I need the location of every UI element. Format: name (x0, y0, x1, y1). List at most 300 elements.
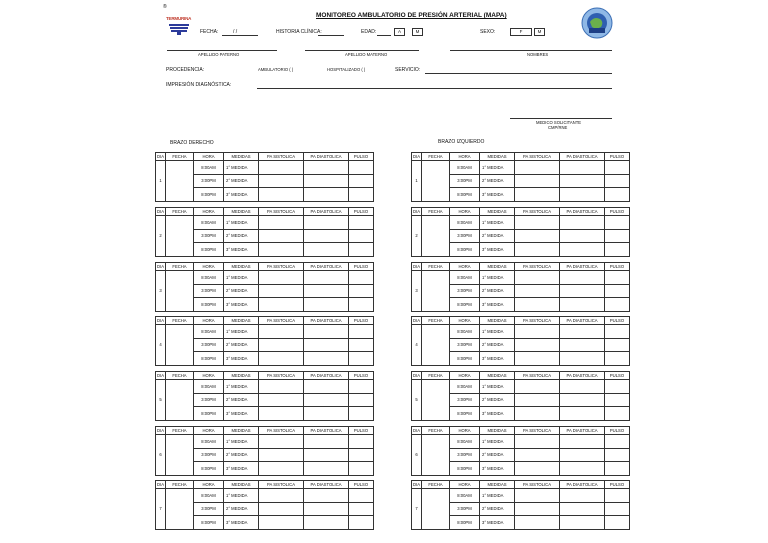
pulso-cell[interactable] (349, 516, 374, 530)
pulso-cell[interactable] (349, 489, 374, 503)
diastolica-cell[interactable] (304, 161, 349, 175)
pulso-cell[interactable] (349, 271, 374, 285)
medida-cell: 2° MEDIDA (480, 229, 515, 243)
pulso-cell[interactable] (605, 489, 630, 503)
sistolica-cell[interactable] (259, 380, 304, 394)
header-cell: PA DIASTOLICA (560, 263, 605, 271)
hora-cell: 8:00AM (194, 489, 224, 503)
medida-cell: 2° MEDIDA (224, 448, 259, 462)
table-izquierdo-day-4 (411, 316, 630, 366)
header-cell: PA DIASTOLICA (304, 481, 349, 489)
sistolica-cell[interactable] (515, 229, 560, 243)
pulso-cell[interactable] (349, 188, 374, 202)
diastolica-cell[interactable] (304, 271, 349, 285)
header-cell: FECHA (422, 481, 450, 489)
hora-cell: 3:00PM (450, 229, 480, 243)
pulso-cell[interactable] (349, 393, 374, 407)
sistolica-cell[interactable] (515, 243, 560, 257)
day-cell: 1 (156, 161, 166, 202)
pulso-cell[interactable] (349, 284, 374, 298)
fecha-value: / / (233, 29, 238, 35)
table-derecho-day-2 (155, 207, 374, 257)
diastolica-cell[interactable] (560, 174, 605, 188)
diastolica-cell[interactable] (304, 489, 349, 503)
sistolica-cell[interactable] (515, 338, 560, 352)
medida-cell: 2° MEDIDA (480, 338, 515, 352)
nombres-label: NOMBRES (527, 52, 549, 57)
header-cell: MEDIDAS (224, 317, 259, 325)
medida-cell: 1° MEDIDA (224, 161, 259, 175)
fecha-cell[interactable] (166, 271, 194, 312)
fecha-cell[interactable] (166, 489, 194, 530)
diastolica-cell[interactable] (560, 489, 605, 503)
diastolica-cell[interactable] (560, 188, 605, 202)
fecha-label: FECHA: (200, 29, 219, 35)
pulso-cell[interactable] (349, 243, 374, 257)
hora-cell: 8:00PM (194, 188, 224, 202)
diastolica-cell[interactable] (560, 161, 605, 175)
pulso-cell[interactable] (605, 393, 630, 407)
header-cell: FECHA (166, 208, 194, 216)
medida-cell: 1° MEDIDA (480, 325, 515, 339)
diastolica-cell[interactable] (304, 516, 349, 530)
table-derecho-day-7 (155, 480, 374, 530)
diastolica-cell[interactable] (304, 407, 349, 421)
sistolica-cell[interactable] (259, 229, 304, 243)
hora-cell: 8:00AM (450, 161, 480, 175)
hora-cell: 3:00PM (194, 393, 224, 407)
medida-cell: 1° MEDIDA (480, 380, 515, 394)
pulso-cell[interactable] (349, 325, 374, 339)
day-cell: 4 (412, 325, 422, 366)
pulso-cell[interactable] (349, 502, 374, 516)
diastolica-cell[interactable] (560, 516, 605, 530)
header-cell: HORA (450, 427, 480, 435)
edad-box-m[interactable]: M (412, 28, 423, 36)
header-cell: PULSO (349, 317, 374, 325)
header-cell: PULSO (349, 481, 374, 489)
pulso-cell[interactable] (349, 229, 374, 243)
medida-cell: 2° MEDIDA (224, 502, 259, 516)
medida-cell: 3° MEDIDA (480, 462, 515, 476)
medida-cell: 1° MEDIDA (480, 271, 515, 285)
hospital-logo (166, 10, 192, 36)
sistolica-cell[interactable] (515, 188, 560, 202)
header-cell: PA DIASTOLICA (560, 372, 605, 380)
header-cell: PULSO (349, 208, 374, 216)
diastolica-cell[interactable] (560, 284, 605, 298)
hora-cell: 3:00PM (194, 448, 224, 462)
header-cell: PULSO (605, 481, 630, 489)
diastolica-cell[interactable] (304, 243, 349, 257)
sistolica-cell[interactable] (259, 407, 304, 421)
hora-cell: 3:00PM (450, 393, 480, 407)
diastolica-cell[interactable] (304, 435, 349, 449)
header-cell: DIA (157, 264, 164, 269)
hora-cell: 8:00AM (194, 271, 224, 285)
medida-cell: 3° MEDIDA (480, 407, 515, 421)
pulso-cell[interactable] (605, 161, 630, 175)
hora-cell: 8:00AM (450, 489, 480, 503)
pulso-cell[interactable] (605, 271, 630, 285)
header-cell: DIA (413, 209, 420, 214)
header-cell: PULSO (605, 372, 630, 380)
day-cell: 1 (412, 161, 422, 202)
diastolica-cell[interactable] (560, 271, 605, 285)
medida-cell: 2° MEDIDA (224, 393, 259, 407)
fecha-cell[interactable] (166, 325, 194, 366)
diastolica-cell[interactable] (304, 338, 349, 352)
medida-cell: 2° MEDIDA (480, 393, 515, 407)
hora-cell: 3:00PM (194, 174, 224, 188)
hora-cell: 3:00PM (450, 174, 480, 188)
sistolica-cell[interactable] (515, 271, 560, 285)
sistolica-cell[interactable] (259, 516, 304, 530)
header-cell: PA SISTOLICA (259, 317, 304, 325)
header-cell: PA DIASTOLICA (304, 427, 349, 435)
pulso-cell[interactable] (605, 380, 630, 394)
pulso-cell[interactable] (605, 229, 630, 243)
pulso-cell[interactable] (349, 298, 374, 312)
header-cell: HORA (194, 208, 224, 216)
diastolica-cell[interactable] (304, 325, 349, 339)
diastolica-cell[interactable] (304, 393, 349, 407)
pulso-cell[interactable] (349, 448, 374, 462)
diastolica-cell[interactable] (560, 325, 605, 339)
header-cell: PA DIASTOLICA (304, 263, 349, 271)
hora-cell: 8:00PM (450, 243, 480, 257)
fecha-cell[interactable] (422, 271, 450, 312)
header-cell: HORA (450, 317, 480, 325)
table-derecho-day-6 (155, 426, 374, 476)
fecha-cell[interactable] (422, 380, 450, 421)
pulso-cell[interactable] (349, 435, 374, 449)
diastolica-cell[interactable] (304, 352, 349, 366)
pulso-cell[interactable] (605, 188, 630, 202)
sistolica-cell[interactable] (515, 216, 560, 230)
header-cell: PA DIASTOLICA (560, 153, 605, 161)
fecha-cell[interactable] (422, 325, 450, 366)
hora-cell: 8:00PM (194, 462, 224, 476)
day-cell: 2 (156, 216, 166, 257)
historia-label: HISTORIA CLÍNICA: (276, 29, 322, 35)
pulso-cell[interactable] (605, 325, 630, 339)
header-cell: PULSO (605, 263, 630, 271)
header-cell: DIA (157, 154, 164, 159)
table-izquierdo-day-6 (411, 426, 630, 476)
fecha-cell[interactable] (166, 216, 194, 257)
sistolica-cell[interactable] (259, 393, 304, 407)
day-cell: 6 (156, 435, 166, 476)
diastolica-cell[interactable] (304, 188, 349, 202)
pulso-cell[interactable] (605, 462, 630, 476)
brazo-derecho-label: BRAZO DERECHO (170, 140, 214, 146)
day-cell: 7 (156, 489, 166, 530)
pulso-cell[interactable] (605, 284, 630, 298)
header-cell: PULSO (605, 427, 630, 435)
pulso-cell[interactable] (605, 448, 630, 462)
fecha-cell[interactable] (166, 161, 194, 202)
table-row (156, 216, 374, 230)
header-cell: MEDIDAS (480, 153, 515, 161)
diastolica-cell[interactable] (560, 380, 605, 394)
fecha-cell[interactable] (422, 216, 450, 257)
pulso-cell[interactable] (605, 216, 630, 230)
header-cell: FECHA (422, 427, 450, 435)
sistolica-cell[interactable] (259, 435, 304, 449)
medico-label: MEDICO SOLICITANTE (536, 120, 582, 125)
diastolica-cell[interactable] (560, 448, 605, 462)
hora-cell: 8:00AM (450, 380, 480, 394)
fecha-cell[interactable] (422, 489, 450, 530)
table-derecho-day-3 (155, 262, 374, 312)
sistolica-cell[interactable] (259, 352, 304, 366)
header-cell: FECHA (166, 372, 194, 380)
hora-cell: 8:00AM (194, 435, 224, 449)
table-row (412, 380, 630, 394)
medida-cell: 2° MEDIDA (224, 284, 259, 298)
header-cell: PA SISTOLICA (259, 427, 304, 435)
pulso-cell[interactable] (349, 380, 374, 394)
sistolica-cell[interactable] (515, 325, 560, 339)
pulso-cell[interactable] (349, 338, 374, 352)
header-cell: DIA (157, 482, 164, 487)
hora-cell: 8:00PM (450, 352, 480, 366)
servicio-line (425, 73, 612, 74)
diastolica-cell[interactable] (304, 284, 349, 298)
fecha-cell[interactable] (422, 435, 450, 476)
medida-cell: 1° MEDIDA (480, 489, 515, 503)
sistolica-cell[interactable] (259, 489, 304, 503)
header-cell: PA DIASTOLICA (304, 153, 349, 161)
header-cell: FECHA (166, 153, 194, 161)
header-cell: HORA (450, 372, 480, 380)
edad-box-a[interactable]: A (394, 28, 405, 36)
sistolica-cell[interactable] (259, 462, 304, 476)
diastolica-cell[interactable] (304, 229, 349, 243)
sistolica-cell[interactable] (515, 352, 560, 366)
diastolica-cell[interactable] (304, 298, 349, 312)
sistolica-cell[interactable] (515, 407, 560, 421)
pulso-cell[interactable] (349, 407, 374, 421)
diastolica-cell[interactable] (304, 448, 349, 462)
medida-cell: 3° MEDIDA (480, 352, 515, 366)
header-cell: PA DIASTOLICA (304, 372, 349, 380)
pulso-cell[interactable] (605, 407, 630, 421)
header-cell: PA SISTOLICA (259, 208, 304, 216)
pulso-cell[interactable] (605, 298, 630, 312)
sistolica-cell[interactable] (259, 216, 304, 230)
pulso-cell[interactable] (605, 435, 630, 449)
apellido-paterno-label: APELLIDO PATERNO (198, 52, 240, 57)
header-cell: HORA (194, 153, 224, 161)
pulso-cell[interactable] (349, 216, 374, 230)
medida-cell: 3° MEDIDA (224, 188, 259, 202)
day-cell: 5 (156, 380, 166, 421)
day-cell: 5 (412, 380, 422, 421)
diastolica-cell[interactable] (560, 352, 605, 366)
hora-cell: 8:00PM (194, 352, 224, 366)
diastolica-cell[interactable] (560, 216, 605, 230)
pulso-cell[interactable] (605, 174, 630, 188)
header-cell: HORA (194, 427, 224, 435)
hospitalizado-option[interactable]: HOSPITALIZADO ( ) (327, 67, 366, 72)
pulso-cell[interactable] (605, 516, 630, 530)
table-row (156, 489, 374, 503)
medida-cell: 1° MEDIDA (224, 435, 259, 449)
hora-cell: 3:00PM (194, 229, 224, 243)
header-cell: PA DIASTOLICA (304, 208, 349, 216)
sistolica-cell[interactable] (515, 462, 560, 476)
ambulatorio-option[interactable]: AMBULATORIO ( ) (258, 67, 294, 72)
day-cell: 3 (156, 271, 166, 312)
medida-cell: 3° MEDIDA (480, 298, 515, 312)
apellido-materno-label: APELLIDO MATERNO (345, 52, 388, 57)
sistolica-cell[interactable] (515, 489, 560, 503)
corner-mark: ® (163, 4, 167, 10)
header-cell: DIA (157, 428, 164, 433)
apellido-paterno-line (167, 50, 277, 51)
header-cell: MEDIDAS (224, 263, 259, 271)
sistolica-cell[interactable] (515, 298, 560, 312)
medida-cell: 1° MEDIDA (224, 216, 259, 230)
header-cell: PULSO (605, 153, 630, 161)
hora-cell: 8:00AM (194, 325, 224, 339)
header-cell: FECHA (166, 317, 194, 325)
table-row (412, 325, 630, 339)
impresion-label: IMPRESIÓN DIAGNÓSTICA: (166, 82, 232, 88)
header-cell: PA DIASTOLICA (560, 427, 605, 435)
header-cell: HORA (194, 481, 224, 489)
pulso-cell[interactable] (605, 243, 630, 257)
diastolica-cell[interactable] (560, 243, 605, 257)
brazo-izquierdo-label: BRAZO IZQUIERDO (438, 139, 485, 145)
header-cell: FECHA (166, 427, 194, 435)
header-cell: MEDIDAS (480, 372, 515, 380)
sistolica-cell[interactable] (515, 174, 560, 188)
header-cell: DIA (413, 373, 420, 378)
header-cell: DIA (413, 428, 420, 433)
sexo-box-f[interactable]: F (510, 28, 532, 36)
sistolica-cell[interactable] (259, 298, 304, 312)
day-cell: 6 (412, 435, 422, 476)
pulso-cell[interactable] (349, 161, 374, 175)
diastolica-cell[interactable] (560, 462, 605, 476)
header-cell: DIA (157, 318, 164, 323)
diastolica-cell[interactable] (304, 174, 349, 188)
header-cell: DIA (413, 482, 420, 487)
pulso-cell[interactable] (605, 338, 630, 352)
header-cell: MEDIDAS (224, 427, 259, 435)
header-cell: PULSO (349, 153, 374, 161)
hora-cell: 3:00PM (450, 338, 480, 352)
sistolica-cell[interactable] (259, 243, 304, 257)
sistolica-cell[interactable] (259, 325, 304, 339)
pulso-cell[interactable] (605, 502, 630, 516)
pulso-cell[interactable] (349, 462, 374, 476)
header-cell: FECHA (166, 481, 194, 489)
day-cell: 7 (412, 489, 422, 530)
fecha-cell[interactable] (166, 380, 194, 421)
sistolica-cell[interactable] (515, 393, 560, 407)
sistolica-cell[interactable] (259, 174, 304, 188)
sistolica-cell[interactable] (515, 448, 560, 462)
diastolica-cell[interactable] (304, 502, 349, 516)
header-cell: PA SISTOLICA (259, 372, 304, 380)
table-derecho-day-5 (155, 371, 374, 421)
sistolica-cell[interactable] (515, 161, 560, 175)
header-cell: MEDIDAS (224, 372, 259, 380)
medida-cell: 2° MEDIDA (224, 338, 259, 352)
medida-cell: 2° MEDIDA (480, 502, 515, 516)
sexo-box-m[interactable]: M (534, 28, 545, 36)
diastolica-cell[interactable] (560, 407, 605, 421)
diastolica-cell[interactable] (560, 338, 605, 352)
header-cell: PA SISTOLICA (515, 372, 560, 380)
pulso-cell[interactable] (349, 352, 374, 366)
medida-cell: 3° MEDIDA (224, 243, 259, 257)
table-izquierdo-day-1 (411, 152, 630, 202)
sistolica-cell[interactable] (259, 161, 304, 175)
header-cell: FECHA (422, 263, 450, 271)
sistolica-cell[interactable] (259, 188, 304, 202)
fecha-cell[interactable] (166, 435, 194, 476)
medida-cell: 1° MEDIDA (224, 380, 259, 394)
sistolica-cell[interactable] (515, 516, 560, 530)
diastolica-cell[interactable] (560, 298, 605, 312)
header-cell: PA SISTOLICA (515, 263, 560, 271)
diastolica-cell[interactable] (304, 462, 349, 476)
sistolica-cell[interactable] (259, 284, 304, 298)
header-cell: DIA (157, 373, 164, 378)
fecha-cell[interactable] (422, 161, 450, 202)
diastolica-cell[interactable] (560, 229, 605, 243)
header-cell: HORA (194, 263, 224, 271)
page-title: MONITOREO AMBULATORIO DE PRESIÓN ARTERIAL (MAPA) (316, 12, 507, 19)
hora-cell: 8:00AM (194, 161, 224, 175)
medida-cell: 3° MEDIDA (224, 462, 259, 476)
sistolica-cell[interactable] (515, 380, 560, 394)
table-izquierdo-day-5 (411, 371, 630, 421)
hora-cell: 8:00PM (450, 516, 480, 530)
sistolica-cell[interactable] (259, 448, 304, 462)
table-row (412, 489, 630, 503)
pulso-cell[interactable] (349, 174, 374, 188)
diastolica-cell[interactable] (560, 435, 605, 449)
sistolica-cell[interactable] (515, 284, 560, 298)
header-cell: HORA (450, 208, 480, 216)
hora-cell: 8:00PM (450, 407, 480, 421)
hora-cell: 3:00PM (450, 502, 480, 516)
sistolica-cell[interactable] (259, 502, 304, 516)
sistolica-cell[interactable] (515, 435, 560, 449)
sistolica-cell[interactable] (259, 271, 304, 285)
edad-label: EDAD: (361, 29, 377, 35)
sistolica-cell[interactable] (515, 502, 560, 516)
diastolica-cell[interactable] (560, 502, 605, 516)
header-cell: MEDIDAS (224, 208, 259, 216)
globe-logo (580, 6, 614, 40)
diastolica-cell[interactable] (304, 380, 349, 394)
hora-cell: 8:00PM (194, 407, 224, 421)
historia-line (318, 35, 344, 36)
diastolica-cell[interactable] (304, 216, 349, 230)
pulso-cell[interactable] (605, 352, 630, 366)
medida-cell: 2° MEDIDA (224, 174, 259, 188)
sistolica-cell[interactable] (259, 338, 304, 352)
diastolica-cell[interactable] (560, 393, 605, 407)
header-cell: PA SISTOLICA (259, 153, 304, 161)
